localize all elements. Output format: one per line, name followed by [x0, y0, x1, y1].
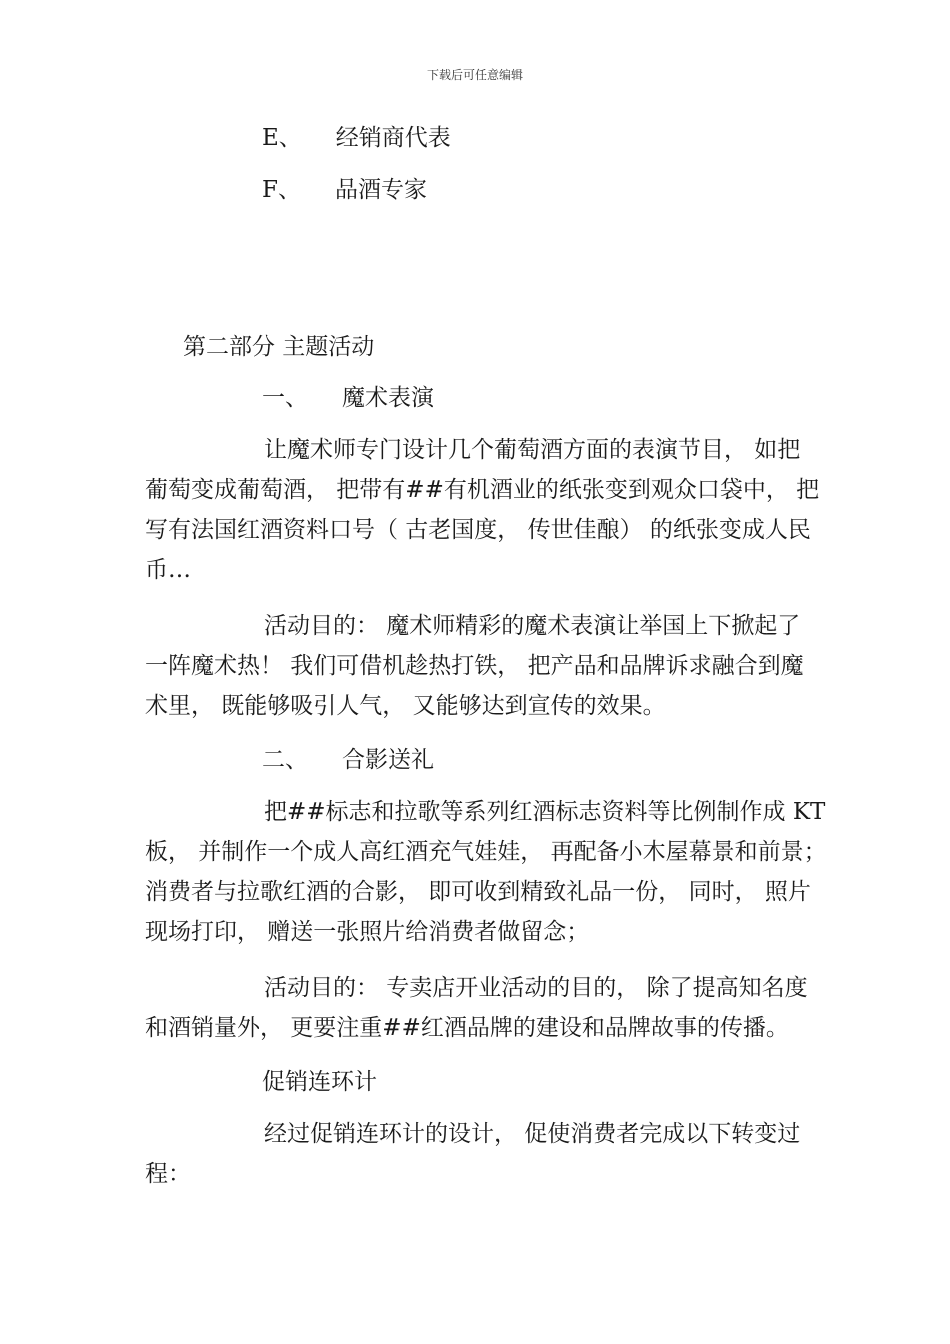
paragraph-line: 板， 并制作一个成人高红酒充气娃娃， 再配备小木屋幕景和前景； [145, 839, 827, 865]
list-item-f [262, 174, 427, 206]
paragraph-magic-description [145, 430, 820, 590]
paragraph-line: 一阵魔术热！ 我们可借机趁热打铁， 把产品和品牌诉求融合到魔 [145, 653, 804, 679]
list-marker: F、 [262, 177, 301, 203]
paragraph-photo-goal [145, 968, 810, 1048]
part-title: 第二部分 主题活动 [183, 334, 375, 360]
paragraph-line: 活动目的： 专卖店开业活动的目的， 除了提高知名度 [264, 975, 808, 1001]
section-title: 魔术表演 [342, 385, 434, 411]
paragraph-photo-description [145, 792, 827, 952]
paragraph-line: 现场打印， 赠送一张照片给消费者做留念； [145, 919, 590, 945]
paragraph-line: 消费者与拉歌红酒的合影， 即可收到精致礼品一份， 同时， 照片 [145, 879, 811, 905]
list-marker: E、 [262, 125, 302, 151]
paragraph-line: 写有法国红酒资料口号（ 古老国度， 传世佳酿） 的纸张变成人民 [145, 517, 811, 543]
section-heading-magic [262, 382, 434, 414]
paragraph-promotion-description [145, 1114, 810, 1194]
page-header: 下载后可任意编辑 [426, 68, 523, 82]
paragraph-line: 葡萄变成葡萄酒， 把带有##有机酒业的纸张变到观众口袋中， 把 [145, 477, 820, 503]
list-item-text: 品酒专家 [334, 177, 427, 203]
section-heading-photo-gift [262, 744, 434, 776]
paragraph-line: 经过促销连环计的设计， 促使消费者完成以下转变过 [264, 1121, 801, 1147]
list-item-text: 经销商代表 [335, 125, 451, 151]
paragraph-line: 币… [145, 557, 191, 583]
section-marker: 二、 [262, 747, 308, 773]
paragraph-line: 活动目的： 魔术师精彩的魔术表演让举国上下掀起了 [264, 613, 801, 639]
paragraph-line: 术里， 既能够吸引人气， 又能够达到宣传的效果。 [145, 693, 666, 719]
paragraph-line: 程： [145, 1161, 191, 1187]
paragraph-line: 把##标志和拉歌等系列红酒标志资料等比例制作成 KT [264, 799, 826, 825]
section-title: 合影送礼 [342, 747, 434, 773]
list-item-e [262, 122, 451, 154]
paragraph-magic-goal [145, 606, 810, 726]
paragraph-line: 让魔术师专门设计几个葡萄酒方面的表演节目， 如把 [264, 437, 801, 463]
section-marker: 一、 [262, 385, 308, 411]
paragraph-line: 和酒销量外， 更要注重##红酒品牌的建设和品牌故事的传播。 [145, 1015, 789, 1041]
section-heading-promotion: 促销连环计 [262, 1069, 377, 1095]
